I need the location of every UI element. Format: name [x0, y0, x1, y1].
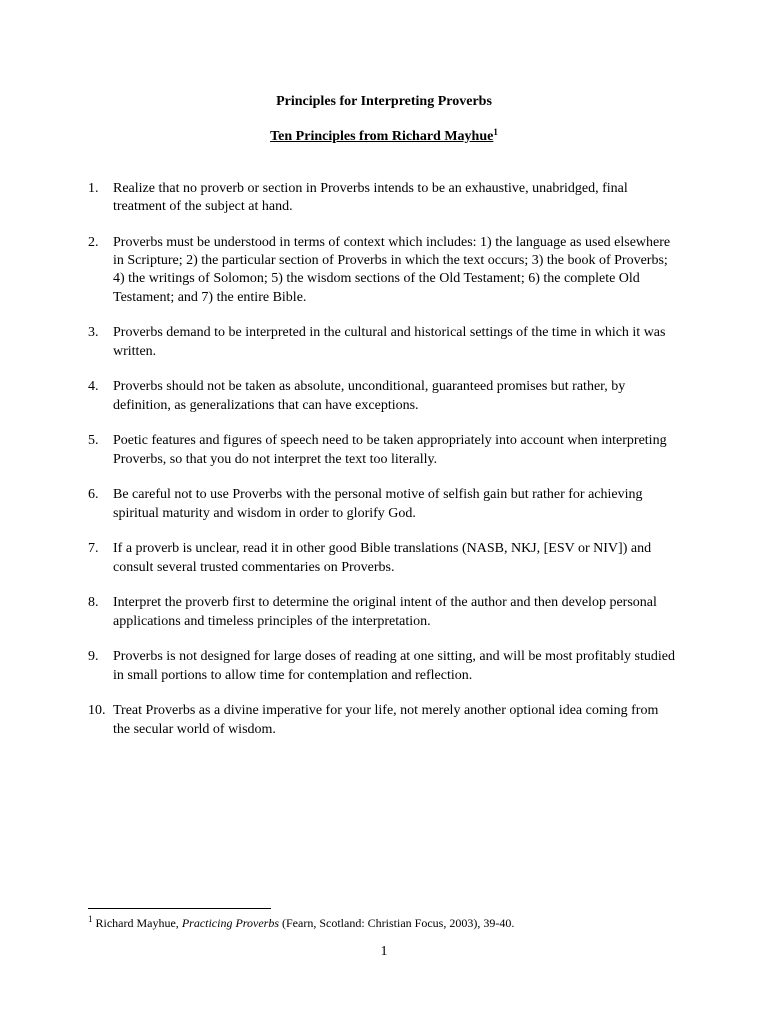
- footnote-author: Richard Mayhue,: [95, 916, 179, 930]
- page-title: Principles for Interpreting Proverbs: [276, 94, 492, 109]
- list-item: [88, 594, 678, 630]
- item-text: If a proverb is unclear, read it in other good Bible translations (NASB, NKJ, [ESV or NIV]) and consult several trusted commentaries on Proverbs.: [113, 541, 652, 575]
- principles-list: [88, 180, 678, 756]
- item-text: Poetic features and figures of speech need to be taken appropriately into account when interpreting Proverbs, so that you do not interpret the text too literally.: [113, 433, 667, 467]
- list-item: [88, 432, 678, 468]
- item-number: 10.: [88, 703, 106, 719]
- item-number: 5.: [88, 433, 99, 449]
- item-text: Be careful not to use Proverbs with the personal motive of selfish gain but rather for achieving spiritual maturity and wisdom in order to glorify God.: [113, 487, 643, 521]
- item-text: Treat Proverbs as a divine imperative for your life, not merely another optional idea coming from the secular world of wisdom.: [113, 703, 659, 737]
- item-number: 2.: [88, 235, 99, 250]
- subtitle-text: Ten Principles from Richard Mayhue: [270, 129, 494, 144]
- list-item: [88, 378, 678, 414]
- footnote-separator: [88, 908, 271, 909]
- item-text: Interpret the proverb first to determine the original intent of the author and then develop personal applications and timeless principles of the interpretation.: [113, 595, 657, 629]
- list-item: [88, 648, 678, 684]
- page-number: 1: [380, 944, 388, 959]
- item-text: Proverbs should not be taken as absolute, unconditional, guaranteed promises but rather, by definition, as generalizations that can have exceptions.: [113, 379, 626, 413]
- list-item: [88, 486, 678, 522]
- item-number: 6.: [88, 487, 99, 503]
- item-number: 1.: [88, 181, 99, 196]
- list-item: [88, 540, 678, 576]
- item-number: 9.: [88, 649, 99, 665]
- page-subtitle: [0, 128, 768, 146]
- item-text: Proverbs must be understood in terms of context which includes: 1) the language as used elsewhere in Scripture; 2) the particular section of Proverbs in which the text occurs; 3) the book of Proverbs; 4) the writings of Solomon; 5) the wisdom sections of the Old Testament; 6) the complete Old Testament; and 7) the entire Bible.: [113, 235, 671, 305]
- item-number: 3.: [88, 325, 99, 341]
- list-item: [88, 702, 678, 738]
- item-number: 4.: [88, 379, 99, 395]
- footnote-book-title: Practicing Proverbs: [181, 916, 280, 930]
- item-text: Proverbs demand to be interpreted in the cultural and historical settings of the time in which it was written.: [113, 325, 666, 359]
- item-number: 7.: [88, 541, 99, 557]
- footnote: [88, 916, 514, 931]
- item-number: 8.: [88, 595, 99, 611]
- footnote-marker: 1: [88, 914, 93, 924]
- footnote-citation: (Fearn, Scotland: Christian Focus, 2003), 39-40.: [282, 916, 515, 930]
- item-text: Proverbs is not designed for large doses of reading at one sitting, and will be most profitably studied in small portions to allow time for contemplation and reflection.: [113, 649, 675, 683]
- list-item: [88, 324, 678, 360]
- list-item: [88, 234, 678, 307]
- item-text: Realize that no proverb or section in Proverbs intends to be an exhaustive, unabridged, final treatment of the subject at hand.: [113, 181, 628, 215]
- list-item: [88, 180, 678, 216]
- footnote-reference: 1: [493, 127, 498, 137]
